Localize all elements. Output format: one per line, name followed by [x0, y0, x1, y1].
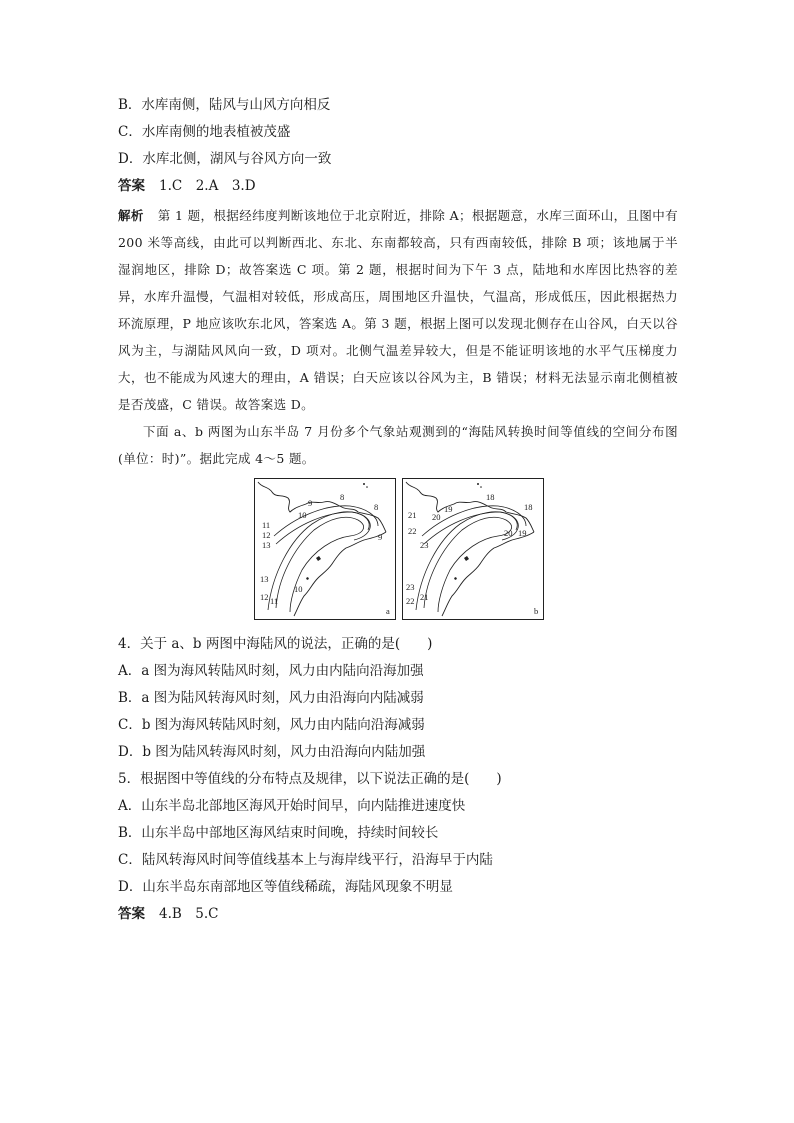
isoline-label: 20 — [504, 528, 513, 538]
isoline-label: 19 — [518, 528, 527, 538]
analysis-text: 第 1 题，根据经纬度判断该地位于北京附近，排除 A；根据题意，水库三面环山，且图中有 200 米等高线，由此可以判断西北、东北、东南都较高，只有西南较低，排除 B 项；该地属于半湿润地区，排除 D；故答案选 C 项。第 2 题，根据时间为下午 3 点，陆地和水库因比热容的差异，水库升温慢，气温相对较低，形成高压，周围地区升温快，气温高，形成低压，因此根据热力环流原理，P 地应该吹东北风，答案选 A。第 3 题，根据上图可以发现北侧存在山谷风，白天以谷风为主，与湖陆风风向一致，D 项对。北侧气温差异较大，但是不能证明该地的水平气压梯度力大，也不能成为风速大的理由，A 错误；白天应该以谷风为主，B 错误；材料无法显示南北侧植被是否茂盛，C 错误。故答案选 D。 — [118, 208, 678, 412]
option-letter: A． — [118, 798, 142, 814]
isoline-label: 22 — [406, 596, 415, 606]
island-dot — [480, 486, 482, 488]
isoline-label: 23 — [406, 582, 415, 592]
map-a — [254, 478, 396, 620]
answer-label: 答案 — [118, 906, 145, 922]
analysis-label: 解析 — [118, 208, 144, 223]
option-text: b 图为海风转陆风时刻，风力由内陆向沿海减弱 — [141, 717, 425, 733]
q4-option-d — [118, 742, 425, 762]
option-text: 水库南侧，陆风与山风方向相反 — [141, 97, 331, 113]
option-text: 山东半岛中部地区海风结束时间晚，持续时间较长 — [141, 825, 439, 841]
option-text: 山东半岛东南部地区等值线稀疏，海陆风现象不明显 — [142, 879, 453, 895]
isoline-label: 10 — [298, 510, 307, 520]
answer-block-1 — [118, 176, 256, 196]
isoline-label: 8 — [374, 502, 379, 512]
analysis-paragraph — [118, 202, 678, 418]
isoline-label: 13 — [262, 540, 271, 550]
intro-text: 下面 a、b 两图为山东半岛 7 月份多个气象站观测到的“海陆风转换时间等值线的空间分布图(单位：时)”。据此完成 4～5 题。 — [118, 424, 678, 466]
isoline-label: 8 — [340, 492, 345, 502]
option-letter: B． — [118, 97, 142, 113]
option-text: a 图为海风转陆风时刻，风力由内陆向沿海加强 — [141, 663, 424, 679]
q5-option-d — [118, 877, 453, 897]
isoline-label: 18 — [524, 502, 533, 512]
isoline-label: 21 — [408, 510, 417, 520]
island-dot — [363, 483, 365, 485]
q3-option-c — [118, 122, 290, 142]
isoline-label: 18 — [486, 492, 495, 502]
map-panel-label: b — [534, 606, 539, 616]
q4-option-a — [118, 661, 424, 681]
isoline-label: 9 — [378, 532, 383, 542]
island-dot — [366, 486, 368, 488]
map-b-svg — [402, 478, 544, 620]
isoline-label: 9 — [308, 498, 313, 508]
isoline-label: 19 — [444, 504, 453, 514]
q5-option-a — [118, 796, 465, 816]
map-a-svg — [254, 478, 396, 620]
isoline-label: 21 — [420, 592, 429, 602]
option-text: 陆风转海风时间等值线基本上与海岸线平行，沿海早于内陆 — [141, 852, 493, 868]
option-text: b 图为陆风转海风时刻，风力由沿海向内陆加强 — [142, 744, 426, 760]
option-letter: B． — [118, 690, 142, 706]
q4-stem: 4．关于 a、b 两图中海陆风的说法，正确的是( ) — [118, 636, 433, 652]
q4-option-b — [118, 688, 424, 708]
option-letter: D． — [118, 879, 143, 895]
answer-label: 答案 — [118, 178, 145, 194]
isoline-label: 23 — [420, 540, 429, 550]
q3-option-d — [118, 149, 331, 169]
option-letter: B． — [118, 825, 142, 841]
q5-stem: 5．根据图中等值线的分布特点及规律，以下说法正确的是( ) — [118, 771, 502, 787]
isoline-label: 12 — [260, 592, 269, 602]
map-panel-label: a — [386, 606, 390, 616]
option-text: 水库北侧，湖风与谷风方向一致 — [142, 151, 332, 167]
isoline-label: 10 — [294, 584, 303, 594]
q4-option-c — [118, 715, 425, 735]
intro-paragraph — [118, 418, 678, 472]
answer-block-2 — [118, 904, 219, 924]
option-text: 山东半岛北部地区海风开始时间早，向内陆推进速度快 — [141, 798, 466, 814]
isoline-label: 20 — [432, 512, 441, 522]
answer-text: 4.B 5.C — [159, 906, 219, 922]
option-letter: C． — [118, 717, 142, 733]
answer-text: 1.C 2.A 3.D — [159, 178, 256, 194]
isoline-figure — [254, 478, 546, 620]
isoline-label: 11 — [262, 520, 271, 530]
option-text: a 图为陆风转海风时刻，风力由沿海向内陆减弱 — [141, 690, 424, 706]
isoline-label: 12 — [262, 530, 271, 540]
q5-option-c — [118, 850, 493, 870]
option-letter: D． — [118, 744, 143, 760]
isoline-label: 22 — [408, 526, 417, 536]
option-letter: A． — [118, 663, 142, 679]
option-letter: C． — [118, 124, 142, 140]
option-text: 水库南侧的地表植被茂盛 — [141, 124, 291, 140]
option-letter: C． — [118, 852, 142, 868]
isoline-label: 13 — [260, 574, 269, 584]
map-b — [402, 478, 544, 620]
option-letter: D． — [118, 151, 143, 167]
island-dot — [477, 483, 479, 485]
q5-option-b — [118, 823, 438, 843]
isoline-label: 11 — [270, 596, 279, 606]
q3-option-b — [118, 95, 330, 115]
